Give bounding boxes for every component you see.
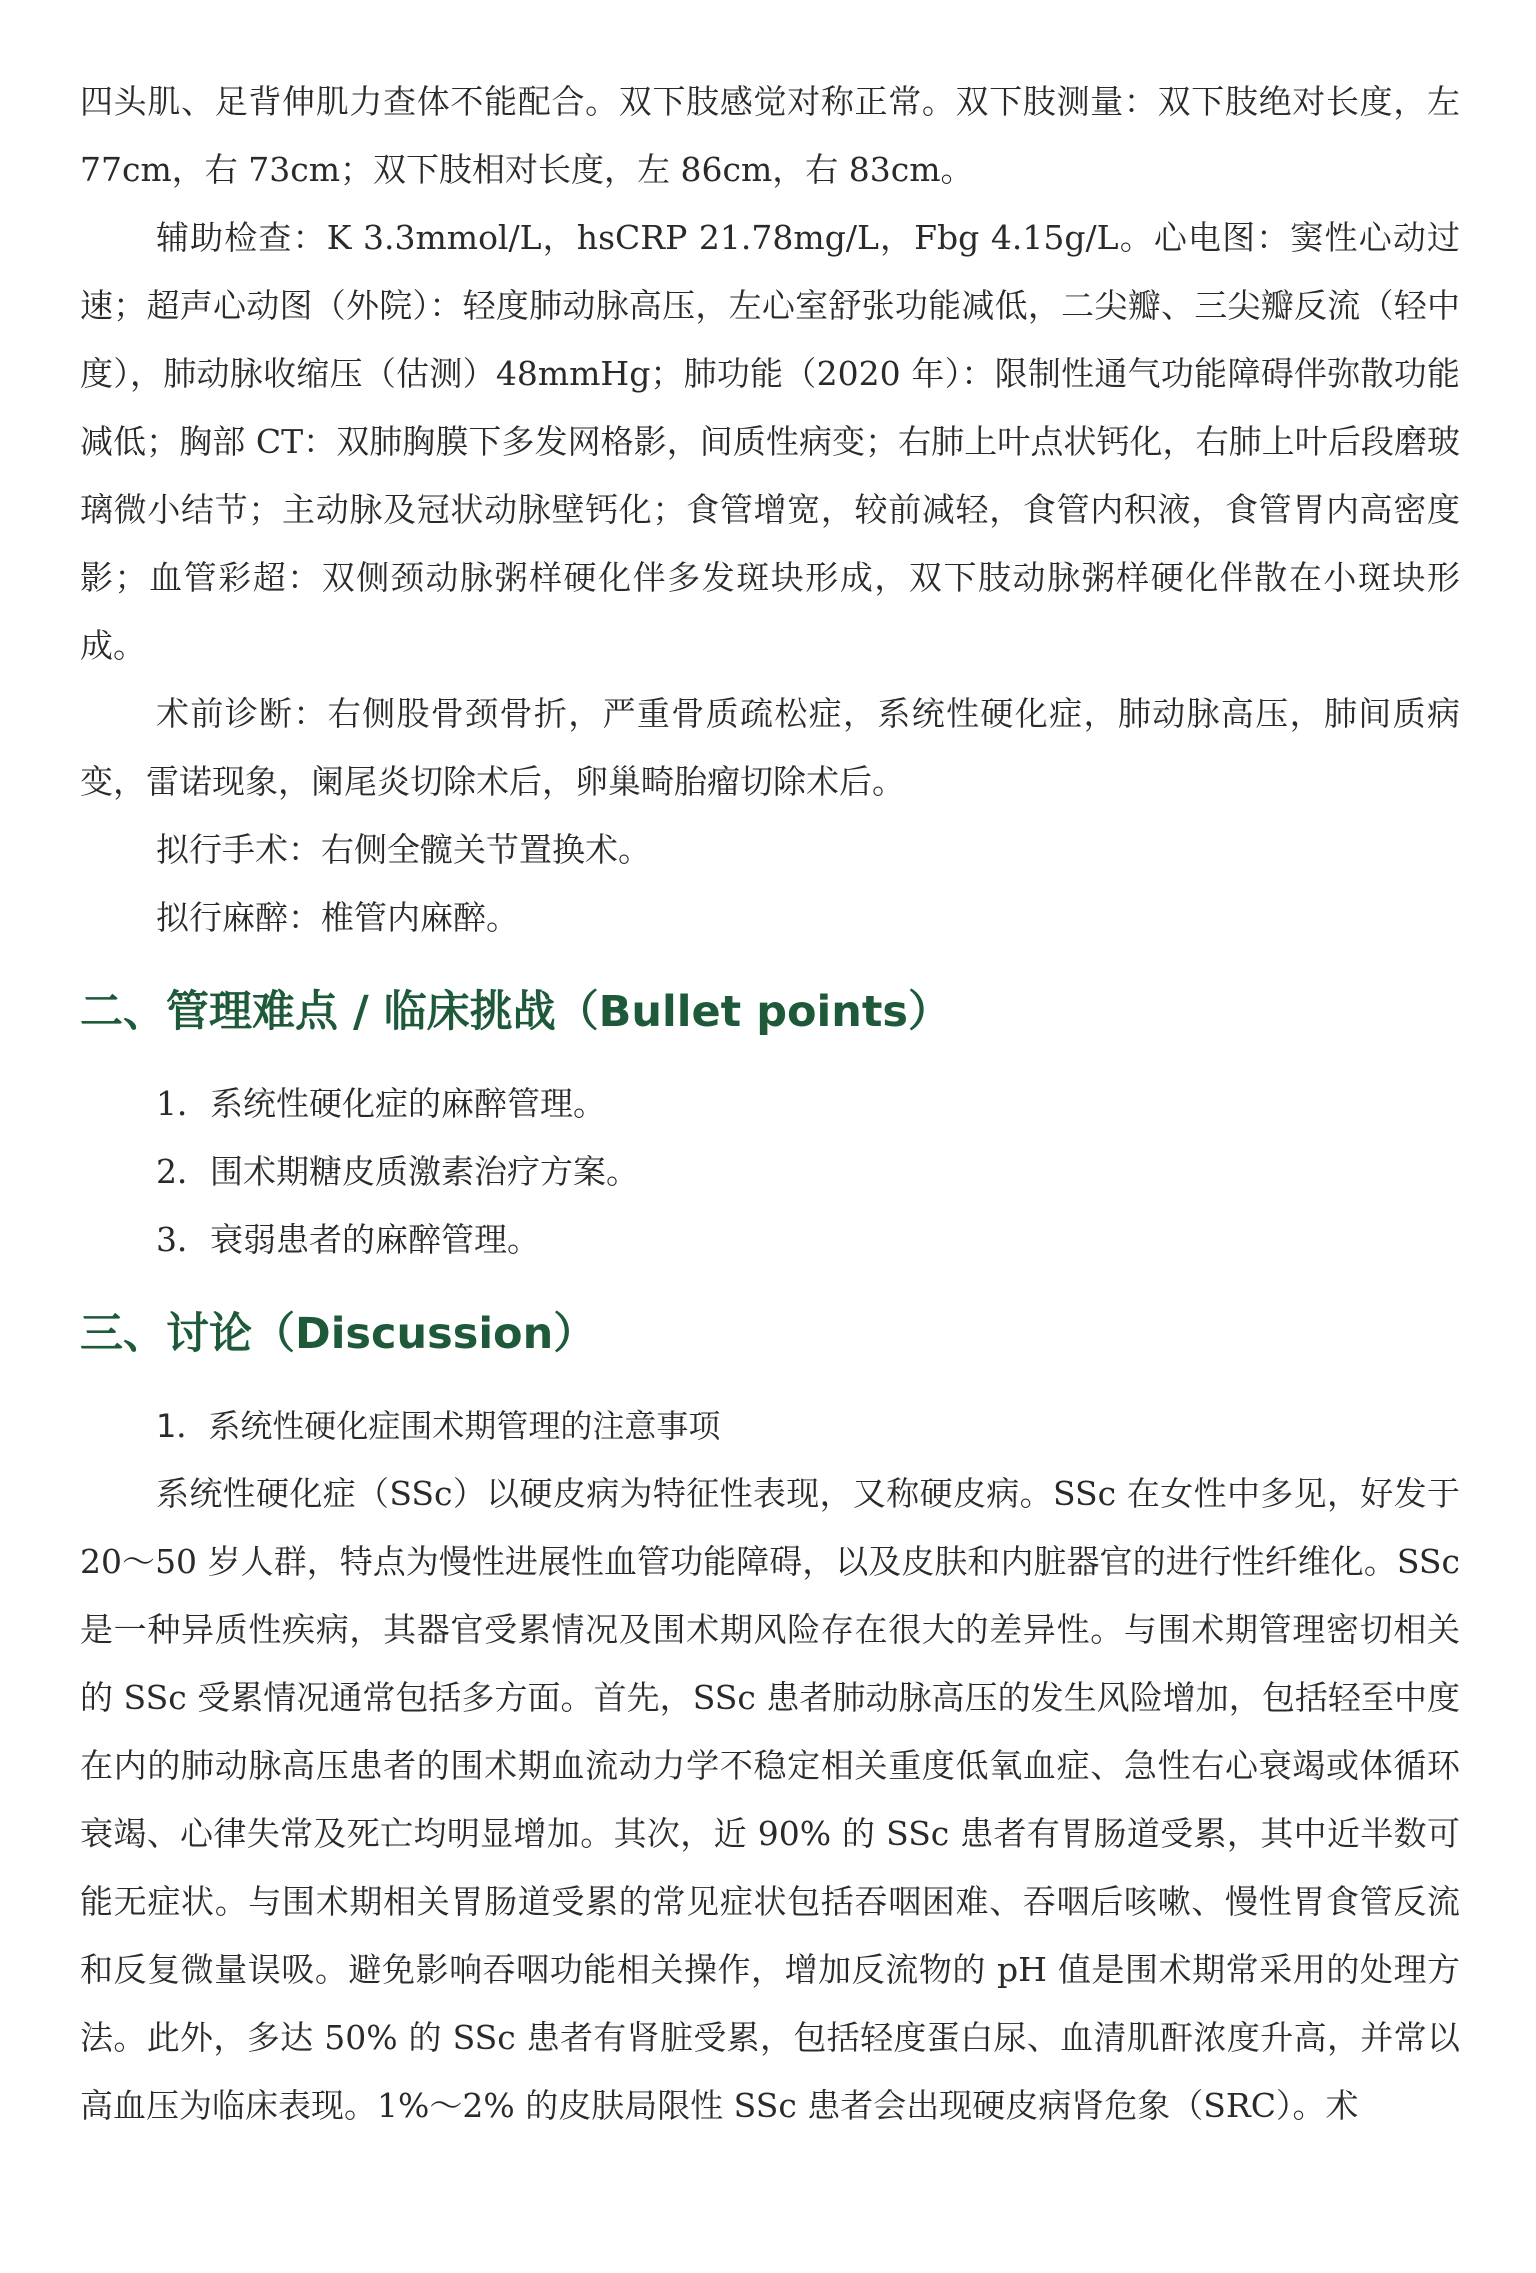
section-3-heading-text: 三、讨论（Discussion） [80,1309,597,1359]
list-item: 3．衰弱患者的麻醉管理。 [156,1220,540,1259]
section-2-heading-text: 二、管理难点 / 临床挑战（Bullet points） [80,987,952,1037]
auxiliary-exam-paragraph: 辅助检查：K 3.3mmol/L，hsCRP 21.78mg/L，Fbg 4.15g/L。心电图：窦性心动过速；超声心动图（外院）：轻度肺动脉高压，左心室舒张功能减低，二尖瓣、三尖瓣反流（轻中度），肺动脉收缩压（估测）48mmHg；肺功能（2020 年）：限制性通气功能障碍伴弥散功能减低；胸部 CT：双肺胸膜下多发网格影，间质性病变；右肺上叶点状钙化，右肺上叶后段磨玻璃微小结节；主动脉及冠状动脉壁钙化；食管增宽，较前减轻，食管内积液，食管胃内高密度影；血管彩超：双侧颈动脉粥样硬化伴多发斑块形成，双下肢动脉粥样硬化伴散在小斑块形成。 [80,218,1460,665]
discussion-paragraph: 系统性硬化症（SSc）以硬皮病为特征性表现，又称硬皮病。SSc 在女性中多见，好发于 20～50 岁人群，特点为慢性进展性血管功能障碍，以及皮肤和内脏器官的进行性纤维化。SSc 是一种异质性疾病，其器官受累情况及围术期风险存在很大的差异性。与围术期管理密切相关的 SSc 受累情况通常包括多方面。首先，SSc 患者肺动脉高压的发生风险增加，包括轻至中度在内的肺动脉高压患者的围术期血流动力学不稳定相关重度低氧血症、急性右心衰竭或体循环衰竭、心律失常及死亡均明显增加。其次，近 90% 的 SSc 患者有胃肠道受累，其中近半数可能无症状。与围术期相关胃肠道受累的常见症状包括吞咽困难、吞咽后咳嗽、慢性胃食管反流和反复微量误吸。避免影响吞咽功能相关操作，增加反流物的 pH 值是围术期常采用的处理方法。此外，多达 50% 的 SSc 患者有肾脏受累，包括轻度蛋白尿、血清肌酐浓度升高，并常以高血压为临床表现。1%～2% 的皮肤局限性 SSc 患者会出现硬皮病肾危象（SRC）。术 [80,1474,1460,2125]
preop-diagnosis-paragraph: 术前诊断：右侧股骨颈骨折，严重骨质疏松症，系统性硬化症，肺动脉高压，肺间质病变，雷诺现象，阑尾炎切除术后，卵巢畸胎瘤切除术后。 [80,694,1460,801]
document-page [80,68,1460,2140]
list-item: 1．系统性硬化症的麻醉管理。 [156,1084,606,1123]
planned-anesthesia-paragraph: 拟行麻醉：椎管内麻醉。 [156,898,519,937]
section-3-heading [80,1302,608,1366]
planned-surgery-paragraph: 拟行手术：右侧全髋关节置换术。 [156,830,651,869]
exam-findings-paragraph: 四头肌、足背伸肌力查体不能配合。双下肢感觉对称正常。双下肢测量：双下肢绝对长度，左 77cm，右 73cm；双下肢相对长度，左 86cm，右 83cm。 [80,82,1460,189]
list-item: 2．围术期糖皮质激素治疗方案。 [156,1152,639,1191]
subsection-heading: 1．系统性硬化症围术期管理的注意事项 [156,1407,721,1445]
section-3-heading-wrap [80,1302,1460,1366]
section-2-heading-wrap [80,980,1460,1044]
section-2-heading [80,980,963,1044]
